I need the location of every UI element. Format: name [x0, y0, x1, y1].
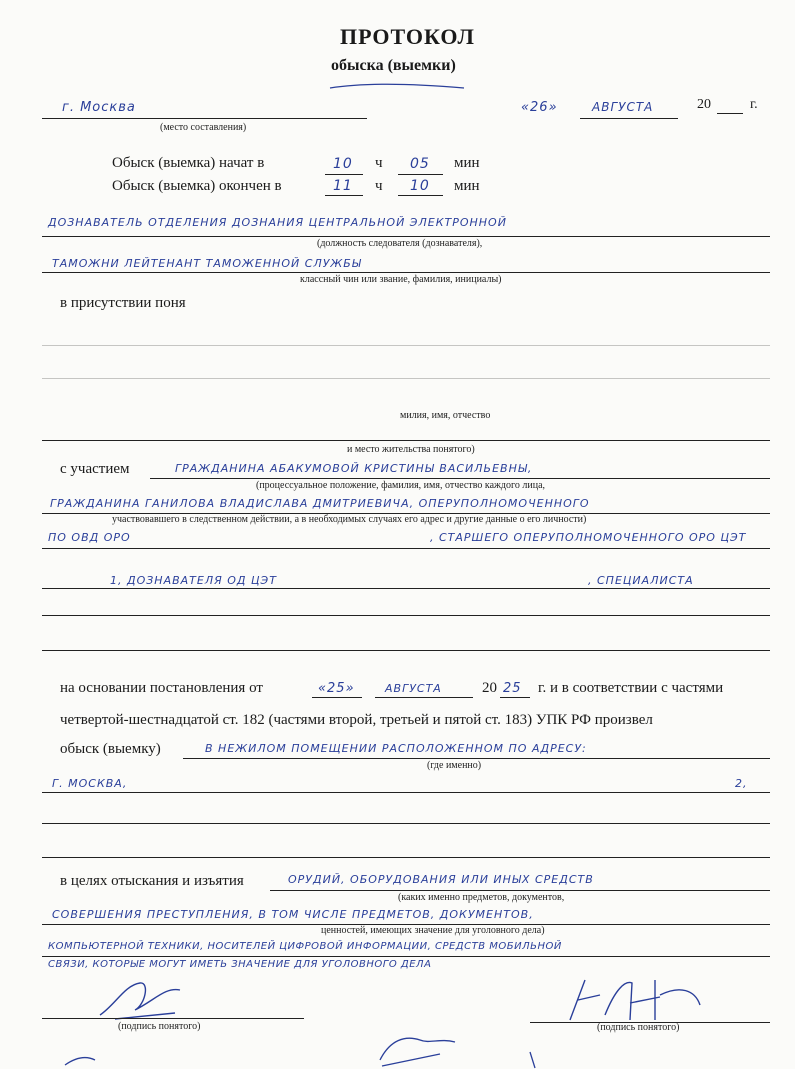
witness-rule-2	[42, 378, 770, 379]
place-line	[42, 118, 367, 119]
participants-line1-rule	[150, 478, 770, 479]
end-minutes-line	[398, 195, 443, 196]
witnesses-label: в присутствии поня	[60, 295, 186, 311]
participants-line3b: , СТАРШЕГО ОПЕРУПОЛНОМОЧЕННОГО ОРО ЦЭТ	[430, 531, 747, 544]
bottom-signature-scribbles	[60, 1030, 560, 1069]
left-signature-line	[42, 1018, 304, 1019]
end-hours: 11	[333, 178, 353, 194]
basis-year: 25	[503, 681, 522, 696]
date-year-line	[717, 113, 743, 114]
participants-line2: ГРАЖДАНИНА ГАНИЛОВА ВЛАДИСЛАВА ДМИТРИЕВИЧА, ОПЕРУПОЛНОМОЧЕННОГО	[50, 497, 590, 510]
officer-caption2: классный чин или звание, фамилия, инициалы)	[300, 274, 502, 285]
start-minutes-line	[398, 174, 443, 175]
date-month: АВГУСТА	[592, 100, 654, 114]
purpose-line3: КОМПЬЮТЕРНОЙ ТЕХНИКИ, НОСИТЕЛЕЙ ЦИФРОВОЙ ИНФОРМАЦИИ, СРЕДСТВ МОБИЛЬНОЙ	[48, 941, 562, 952]
date-year-suffix: г.	[750, 97, 758, 112]
witness-rule-3	[42, 440, 770, 441]
start-hours-line	[325, 174, 363, 175]
officer-line1-rule	[42, 236, 770, 237]
date-year-prefix: 20	[697, 97, 711, 112]
end-h-unit: ч	[375, 178, 383, 194]
participants-line1: ГРАЖДАНИНА АБАКУМОВОЙ КРИСТИНЫ ВАСИЛЬЕВНЫ,	[175, 462, 533, 475]
search-label: обыск (выемку)	[60, 741, 161, 757]
start-h-unit: ч	[375, 155, 383, 171]
purpose-caption1: (каких именно предметов, документов,	[398, 892, 565, 903]
officer-line1: ДОЗНАВАТЕЛЬ ОТДЕЛЕНИЯ ДОЗНАНИЯ ЦЕНТРАЛЬНОЙ ЭЛЕКТРОННОЙ	[48, 216, 507, 229]
address-rule-2	[42, 823, 770, 824]
participants-label: с участием	[60, 461, 130, 477]
participants-caption1: (процессуальное положение, фамилия, имя, отчество каждого лица,	[256, 480, 546, 491]
address-end: 2,	[735, 777, 748, 790]
participants-line3-rule	[42, 548, 770, 549]
search-where: В НЕЖИЛОМ ПОМЕЩЕНИИ РАСПОЛОЖЕННОМ ПО АДРЕСУ:	[205, 742, 587, 755]
date-day: «26»	[521, 100, 558, 115]
officer-line2: ТАМОЖНИ ЛЕЙТЕНАНТ ТАМОЖЕННОЙ СЛУЖБЫ	[52, 257, 362, 270]
page-subtitle: обыска (выемки)	[331, 57, 456, 74]
end-label: Обыск (выемка) окончен в	[112, 178, 282, 194]
purpose-line4: СВЯЗИ, КОТОРЫЕ МОГУТ ИМЕТЬ ЗНАЧЕНИЕ ДЛЯ УГОЛОВНОГО ДЕЛА	[48, 959, 432, 970]
left-signature-caption: (подпись понятого)	[118, 1021, 201, 1032]
basis-day: «25»	[318, 681, 355, 696]
basis-prefix: на основании постановления от	[60, 680, 263, 696]
search-where-rule	[183, 758, 770, 759]
basis-month: АВГУСТА	[385, 682, 442, 695]
place-value: г. Москва	[62, 100, 136, 115]
end-minutes: 10	[410, 178, 430, 194]
subtitle-underline-stroke	[328, 80, 468, 94]
end-hours-line	[325, 195, 363, 196]
purpose-caption2: ценностей, имеющих значение для уголовного дела)	[321, 925, 545, 936]
basis-day-rule	[312, 697, 362, 698]
address-rule-3	[42, 857, 770, 858]
start-m-unit: мин	[454, 155, 480, 171]
participants-line3a: ПО ОВД ОРО	[48, 531, 131, 544]
start-label: Обыск (выемка) начат в	[112, 155, 265, 171]
basis-year-rule	[500, 697, 530, 698]
page-title: ПРОТОКОЛ	[340, 24, 475, 49]
witness-rule-1	[42, 345, 770, 346]
place-caption: (место составления)	[160, 122, 247, 133]
start-hours: 10	[333, 156, 353, 172]
basis-year-prefix: 20	[482, 680, 497, 696]
participants-line5-rule	[42, 615, 770, 616]
participants-line4-rule	[42, 588, 770, 589]
start-minutes: 05	[410, 156, 430, 172]
participants-line4b: , СПЕЦИАЛИСТА	[588, 574, 694, 587]
address-rule	[42, 792, 770, 793]
purpose-label: в целях отыскания и изъятия	[60, 873, 244, 889]
officer-line2-rule	[42, 272, 770, 273]
purpose-line3-rule	[42, 956, 770, 957]
basis-line2: четвертой-шестнадцатой ст. 182 (частями второй, третьей и пятой ст. 183) УПК РФ произвел	[60, 712, 653, 728]
participants-line4a: 1, ДОЗНАВАТЕЛЯ ОД ЦЭТ	[110, 574, 277, 587]
witnesses-caption2: и место жительства понятого)	[347, 444, 475, 455]
date-month-line	[580, 118, 678, 119]
address-value: Г. МОСКВА,	[52, 777, 128, 790]
basis-suffix: г. и в соответствии с частями	[538, 680, 724, 696]
where-caption: (где именно)	[427, 760, 482, 771]
purpose-line2: СОВЕРШЕНИЯ ПРЕСТУПЛЕНИЯ, В ТОМ ЧИСЛЕ ПРЕДМЕТОВ, ДОКУМЕНТОВ,	[52, 908, 534, 921]
right-signature-caption: (подпись понятого)	[597, 1022, 680, 1033]
basis-month-rule	[375, 697, 473, 698]
end-m-unit: мин	[454, 178, 480, 194]
participants-line6-rule	[42, 650, 770, 651]
purpose-line1: ОРУДИЙ, ОБОРУДОВАНИЯ ИЛИ ИНЫХ СРЕДСТВ	[288, 873, 594, 886]
participants-caption2: участвовавшего в следственном действии, а в необходимых случаях его адрес и другие данные о его личности)	[112, 514, 587, 525]
purpose-line1-rule	[270, 890, 770, 891]
witnesses-caption1: милия, имя, отчество	[400, 410, 491, 421]
officer-caption1: (должность следователя (дознавателя),	[317, 238, 483, 249]
